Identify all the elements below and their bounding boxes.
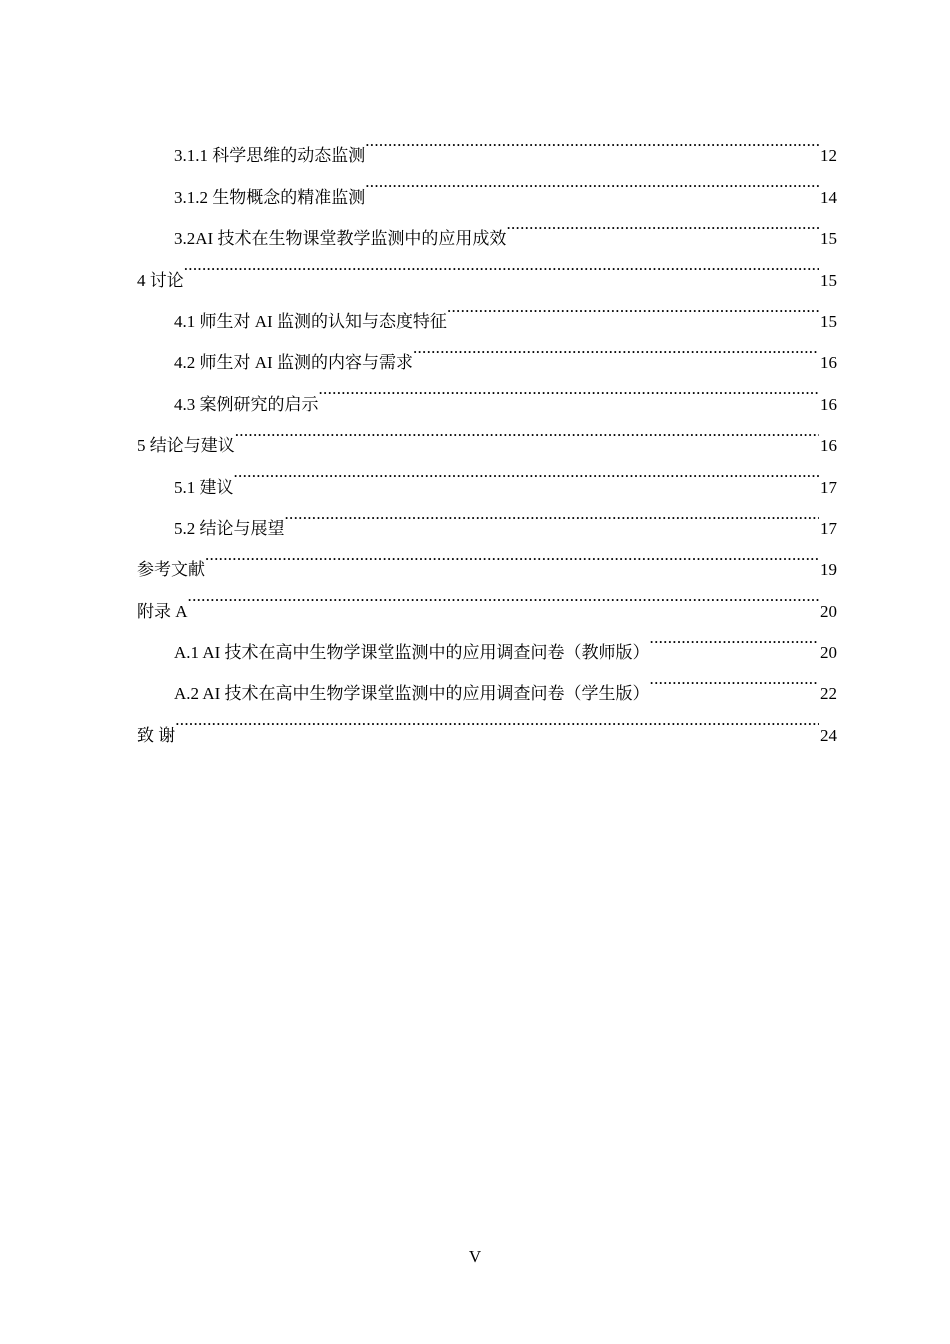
toc-entry-label: 4.3 案例研究的启示: [174, 394, 319, 414]
toc-entry-page: 16: [820, 436, 837, 456]
toc-entry-4[interactable]: [137, 244, 837, 290]
toc-dot-leader: [319, 368, 820, 409]
toc-entry-label: A.2 AI 技术在高中生物学课堂监测中的应用调查问卷（学生版）: [174, 684, 650, 704]
toc-entry-label: 3.1.1 科学思维的动态监测: [174, 146, 366, 166]
toc-entry-label: 3.2AI 技术在生物课堂教学监测中的应用成效: [174, 229, 507, 249]
toc-entry-page: 17: [820, 477, 837, 497]
toc-entry-references[interactable]: [137, 534, 837, 580]
toc-entry-label: A.1 AI 技术在高中生物学课堂监测中的应用调查问卷（教师版）: [174, 643, 650, 663]
toc-entry-page: 14: [820, 187, 837, 207]
toc-entry-page: 16: [820, 353, 837, 373]
toc-entry-label: 4.2 师生对 AI 监测的内容与需求: [174, 353, 413, 373]
toc-entry-label: 3.1.2 生物概念的精准监测: [174, 187, 366, 207]
toc-entry-appendix-a[interactable]: [137, 575, 837, 621]
toc-entry-page: 12: [820, 146, 837, 166]
toc-dot-leader: [365, 161, 819, 202]
toc-entry-label: 参考文献: [137, 560, 205, 580]
toc-entry-page: 15: [820, 270, 837, 290]
toc-dot-leader: [285, 493, 820, 534]
toc-entry-5-2[interactable]: [137, 493, 837, 538]
toc-dot-leader: [506, 203, 819, 244]
toc-dot-leader: [413, 327, 819, 368]
toc-entry-page: 24: [820, 725, 837, 745]
toc-entry-page: 15: [820, 311, 837, 331]
toc-dot-leader: [184, 244, 819, 285]
toc-dot-leader: [205, 534, 819, 575]
toc-entry-page: 22: [820, 684, 837, 704]
toc-dot-leader: [365, 120, 819, 161]
toc-entry-page: 16: [820, 394, 837, 414]
toc-entry-label: 4.1 师生对 AI 监测的认知与态度特征: [174, 311, 447, 331]
toc-entry-page: 20: [820, 601, 837, 621]
toc-entry-label: 5 结论与建议: [137, 436, 235, 456]
toc-entry-4-1[interactable]: [137, 286, 837, 331]
toc-dot-leader: [447, 286, 819, 327]
toc-entry-page: 15: [820, 229, 837, 249]
toc-entry-label: 5.2 结论与展望: [174, 518, 285, 538]
toc-dot-leader: [188, 575, 819, 616]
toc-entry-3-1-1[interactable]: [137, 120, 837, 166]
toc-entry-a-1[interactable]: [137, 617, 837, 663]
toc-dot-leader: [234, 451, 820, 492]
toc-entry-label: 附录 A: [137, 601, 188, 621]
toc-entry-page: 17: [820, 518, 837, 538]
toc-dot-leader: [650, 617, 819, 658]
toc-dot-leader: [650, 658, 819, 699]
toc-entry-label: 4 讨论: [137, 270, 184, 290]
toc-dot-leader: [175, 699, 819, 740]
table-of-contents: [137, 120, 837, 745]
toc-entry-page: 20: [820, 643, 837, 663]
toc-dot-leader: [235, 410, 819, 451]
toc-entry-5[interactable]: [137, 410, 837, 456]
toc-entry-label: 5.1 建议: [174, 477, 234, 497]
page-number: V: [468, 1247, 482, 1266]
toc-entry-5-1[interactable]: [137, 451, 837, 497]
toc-entry-label: 致 谢: [137, 725, 176, 745]
toc-entry-page: 19: [820, 560, 837, 580]
toc-entry-acknowledgements[interactable]: [137, 699, 837, 745]
